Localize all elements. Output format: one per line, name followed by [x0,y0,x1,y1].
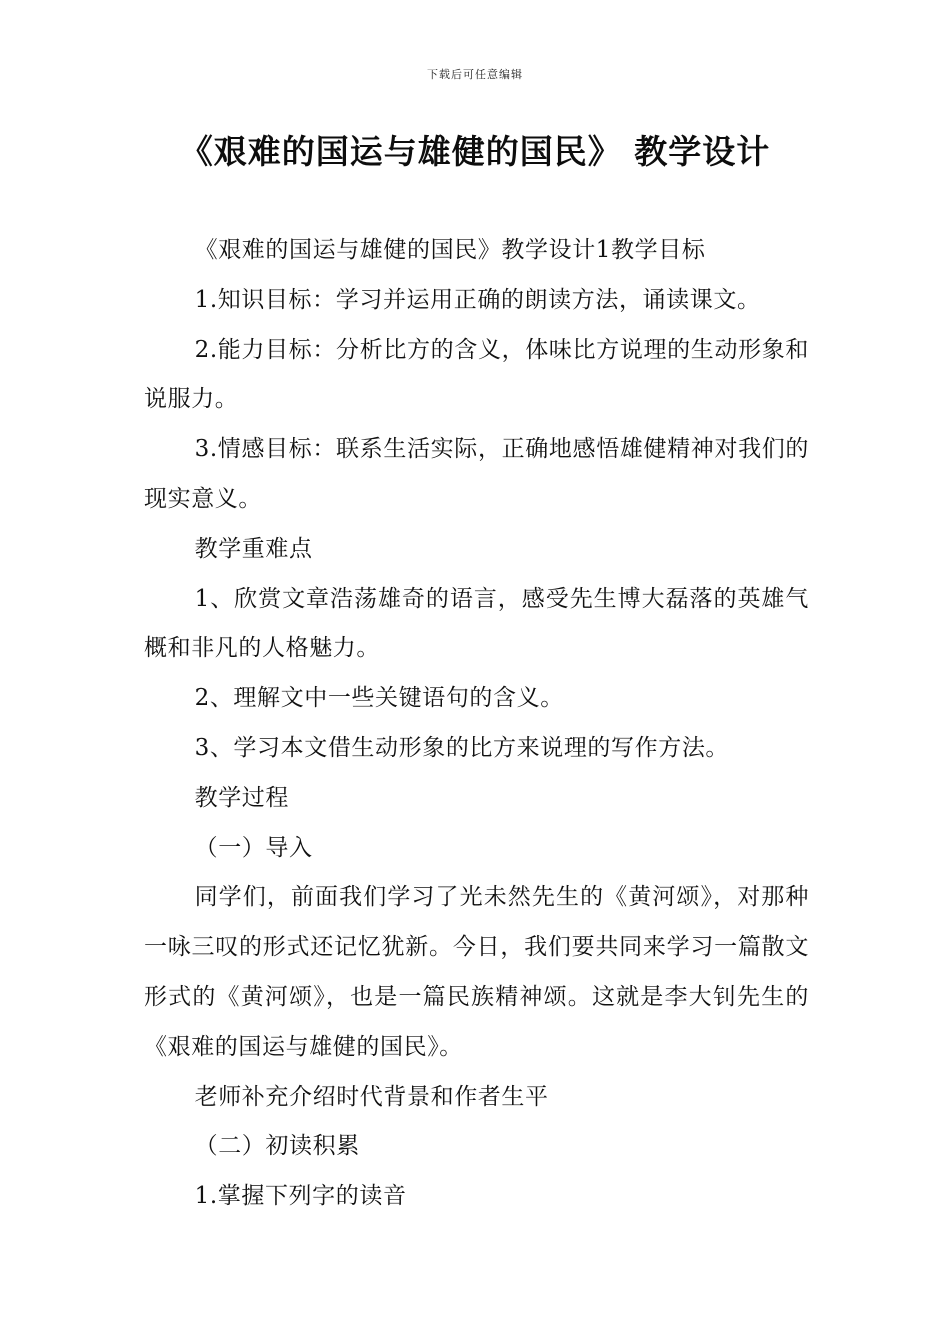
objective-knowledge: 1.知识目标：学习并运用正确的朗读方法，诵读课文。 [194,286,761,313]
section-heading-key-points: 教学重难点 [194,535,313,562]
section-heading-process: 教学过程 [194,784,289,811]
key-point-1: 1、欣赏文章浩荡雄奇的语言，感受先生博大磊落的英雄气概和非凡的人格魅力。 [144,585,809,662]
key-point-2: 2、理解文中一些关键语句的含义。 [194,685,564,712]
subsection-introduction: （一）导入 [194,834,313,861]
introduction-paragraph: 同学们，前面我们学习了光未然先生的《黄河颂》，对那种一咏三叹的形式还记忆犹新。今日，我们要共同来学习一篇散文形式的《黄河颂》，也是一篇民族精神颂。这就是李大钊先生的《艰难的国运与雄健的国民》。 [144,884,809,1060]
subsection-first-reading: （二）初读积累 [194,1133,360,1160]
reading-task-1: 1.掌握下列字的读音 [194,1183,407,1210]
document-title: 《艰难的国运与雄健的国民》 教学设计 [179,132,771,171]
teacher-note: 老师补充介绍时代背景和作者生平 [194,1083,549,1110]
key-point-3: 3、学习本文借生动形象的比方来说理的写作方法。 [194,734,730,761]
section-heading-objectives: 《艰难的国运与雄健的国民》教学设计1教学目标 [194,237,706,263]
objective-ability: 2.能力目标：分析比方的含义，体味比方说理的生动形象和说服力。 [144,336,809,413]
document-body [144,226,809,1222]
header-note: 下载后可任意编辑 [427,68,523,81]
objective-emotion: 3.情感目标：联系生活实际，正确地感悟雄健精神对我们的现实意义。 [144,436,809,512]
